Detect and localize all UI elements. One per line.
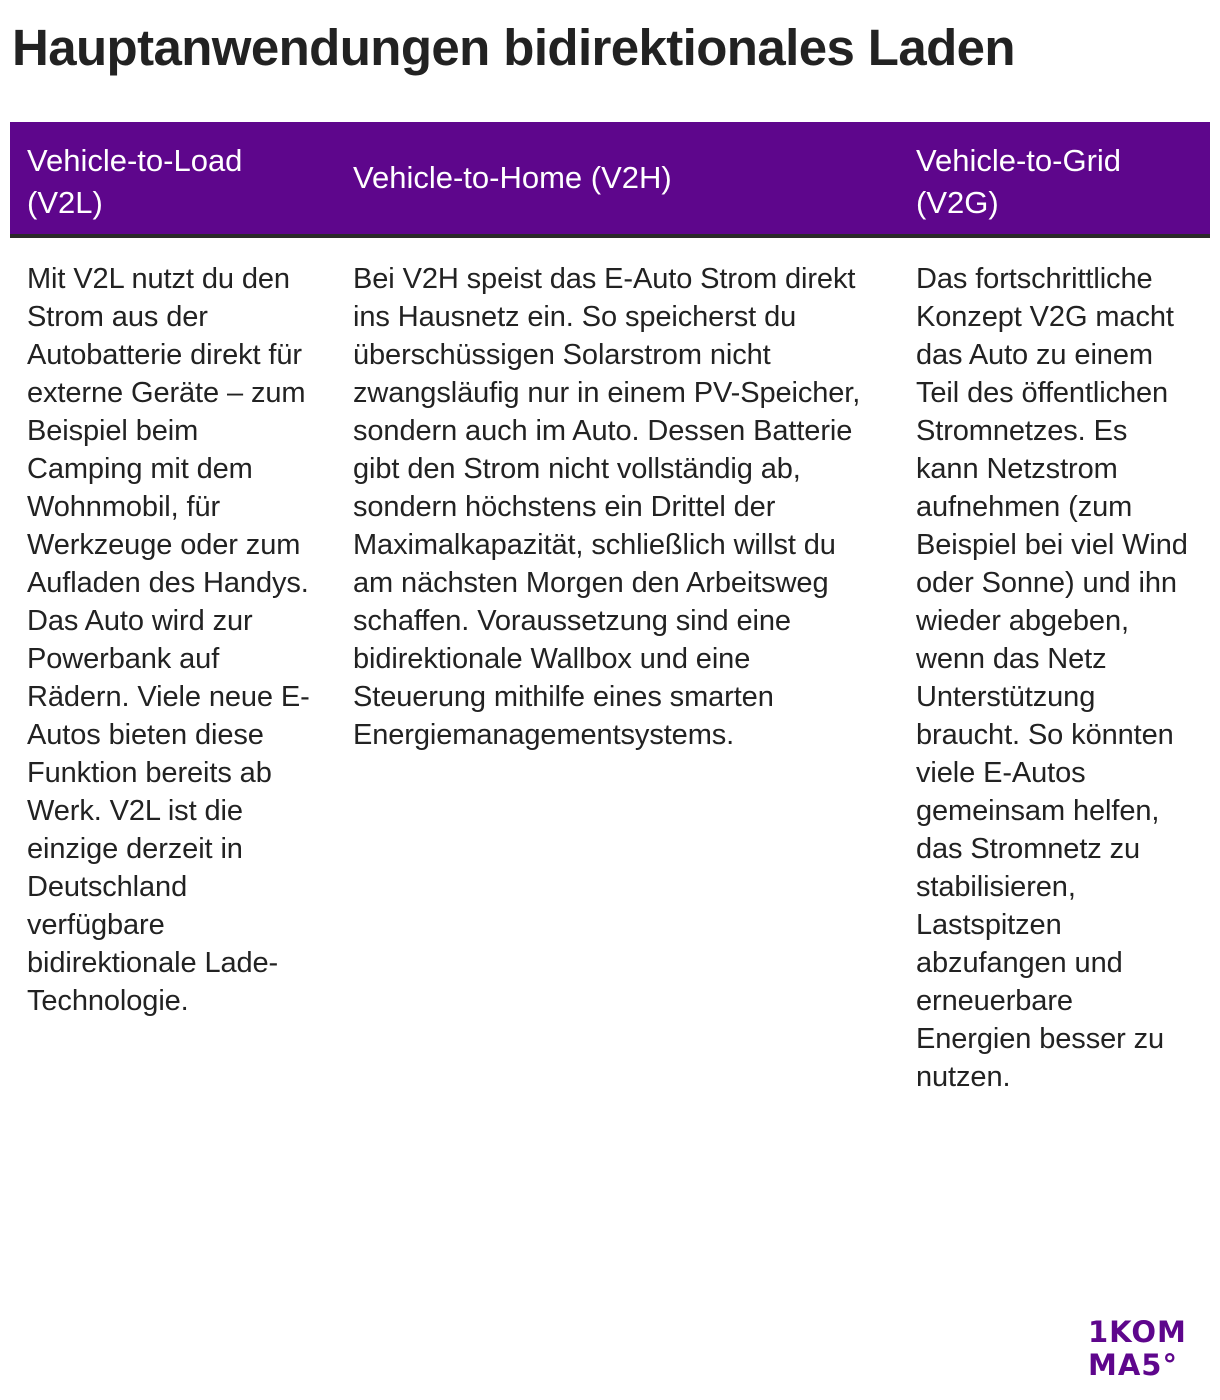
brand-logo <box>1088 1316 1200 1382</box>
logo-line-2: MA5° <box>1088 1348 1178 1382</box>
header-v2h: Vehicle-to-Home (V2H) <box>353 160 672 195</box>
comparison-table <box>10 122 1210 1096</box>
header-v2l: Vehicle-to-Load (V2L) <box>27 143 243 220</box>
table-body-row <box>10 238 1210 1096</box>
logo-line-1: 1KOM <box>1088 1315 1187 1349</box>
page-title: Hauptanwendungen bidirektionales Laden <box>12 19 1015 76</box>
table-header-row <box>10 122 1210 238</box>
cell-v2l-description: Mit V2L nutzt du den Strom aus der Autobatterie direkt für externe Geräte – zum Beispiel beim Camping mit dem Wohnmobil, für Werkzeuge oder zum Aufladen des Handys. Das Auto wird zur Powerbank auf Rädern. Viele neue E-Autos bieten diese Funktion bereits ab Werk. V2L ist die einzige derzeit in Deutschland verfügbare bidirektionale Lade-Technologie. <box>27 263 310 1017</box>
header-v2g: Vehicle-to-Grid (V2G) <box>916 143 1122 220</box>
cell-v2g-description: Das fortschrittliche Konzept V2G macht das Auto zu einem Teil des öffentlichen Stromnetzes. Es kann Netzstrom aufnehmen (zum Beispiel bei viel Wind oder Sonne) und ihn wieder abgeben, wenn das Netz Unterstützung braucht. So könnten viele E-Autos gemeinsam helfen, das Stromnetz zu stabilisieren, Lastspitzen abzufangen und erneuerbare Energien besser zu nutzen. <box>916 263 1188 1093</box>
cell-v2h-description: Bei V2H speist das E-Auto Strom direkt ins Hausnetz ein. So speicherst du überschüssigen Solarstrom nicht zwangsläufig nur in einem PV-Speicher, sondern auch im Auto. Dessen Batterie gibt den Strom nicht vollständig ab, sondern höchstens ein Drittel der Maximalkapazität, schließlich willst du am nächsten Morgen den Arbeitsweg schaffen. Voraussetzung sind eine bidirektionale Wallbox und eine Steuerung mithilfe eines smarten Energiemanagementsystems. <box>353 263 861 751</box>
